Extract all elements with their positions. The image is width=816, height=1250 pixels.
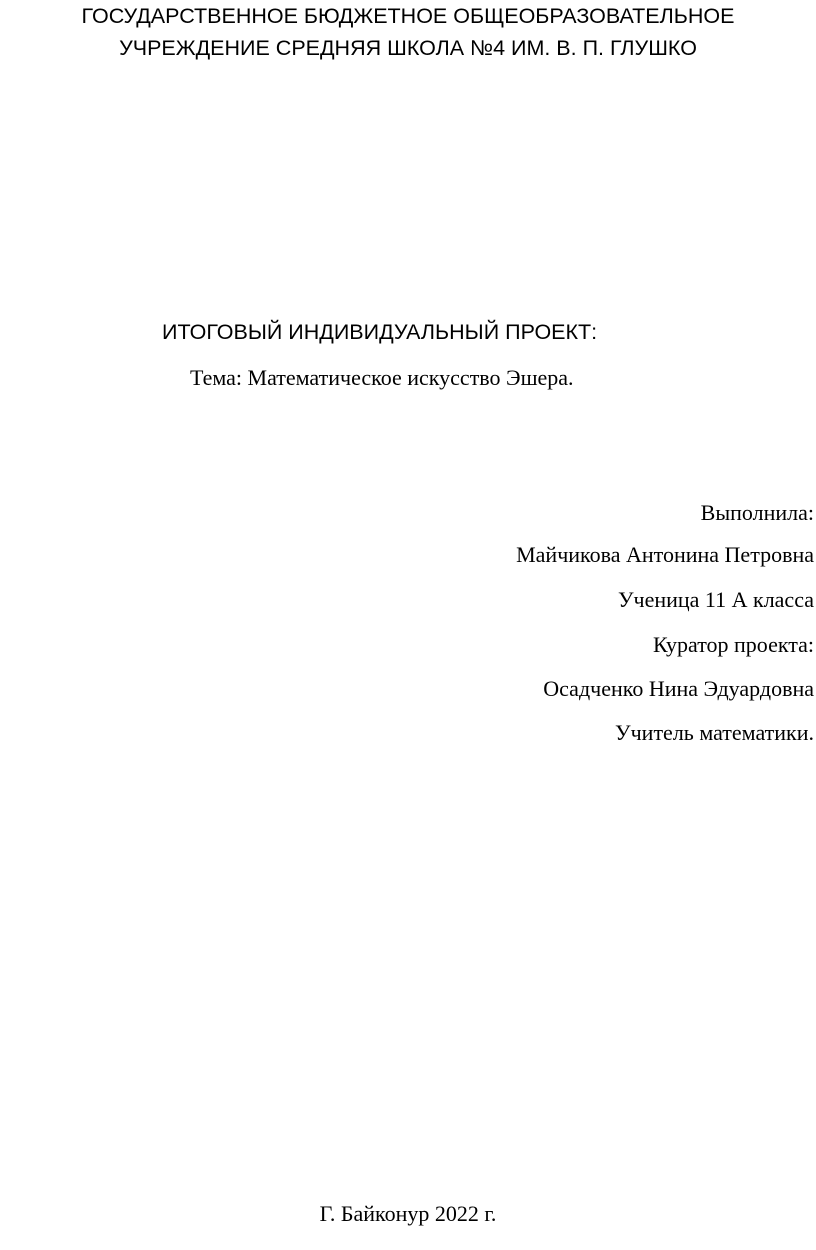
project-heading: ИТОГОВЫЙ ИНДИВИДУАЛЬНЫЙ ПРОЕКТ: xyxy=(162,320,598,344)
school-name-line-1: ГОСУДАРСТВЕННОЕ БЮДЖЕТНОЕ ОБЩЕОБРАЗОВАТЕЛЬНОЕ xyxy=(81,4,735,28)
curator-label: Куратор проекта: xyxy=(652,632,814,657)
school-name-line-2: УЧРЕЖДЕНИЕ СРЕДНЯЯ ШКОЛА №4 ИМ. В. П. ГЛУШКО xyxy=(119,36,697,60)
student-class: Ученица 11 А класса xyxy=(617,587,814,612)
student-name: Майчикова Антонина Петровна xyxy=(516,542,814,567)
city-year: Г. Байконур 2022 г. xyxy=(319,1201,497,1226)
project-topic: Тема: Математическое искусство Эшера. xyxy=(190,365,574,390)
done-by-label: Выполнила: xyxy=(700,500,814,525)
curator-role: Учитель математики. xyxy=(615,720,814,745)
curator-name: Осадченко Нина Эдуардовна xyxy=(543,676,814,701)
